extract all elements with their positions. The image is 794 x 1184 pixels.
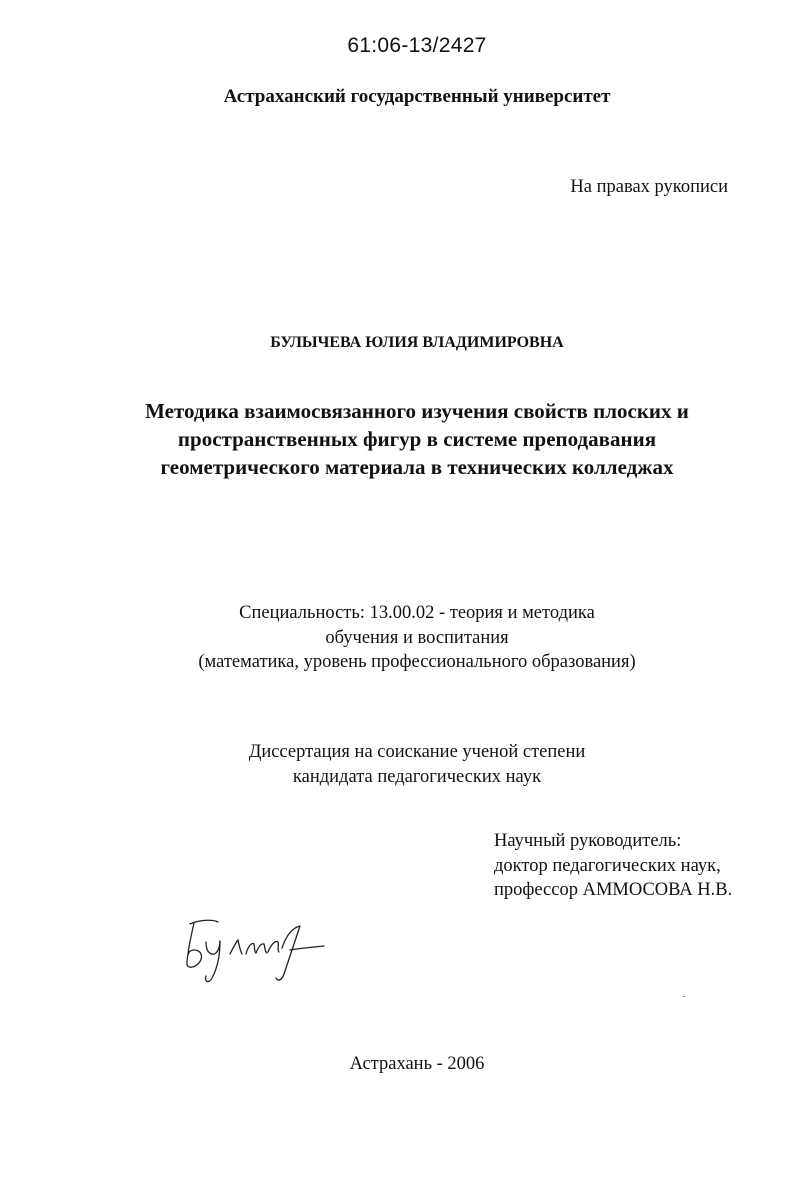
degree-block [0, 740, 794, 789]
specialty-line: Специальность: 13.00.02 - теория и методика [239, 603, 595, 623]
supervisor-line: профессор АММОСОВА Н.В. [494, 880, 733, 900]
thesis-title [0, 397, 794, 481]
specialty-line: (математика, уровень профессионального образования) [198, 652, 636, 672]
city-year: Астрахань - 2006 [349, 1054, 485, 1074]
thesis-title-line: геометрического материала в технических колледжах [160, 455, 674, 479]
handwritten-signature [178, 912, 328, 987]
specialty-line: обучения и воспитания [325, 627, 509, 648]
archive-number: 61:06-13/2427 [347, 34, 487, 57]
supervisor-line: доктор педагогических наук, [494, 855, 721, 876]
supervisor-line: Научный руководитель: [494, 831, 682, 851]
thesis-title-line: пространственных фигур в системе преподавания [177, 427, 657, 451]
university-name: Астраханский государственный университет [223, 86, 611, 107]
author-name: БУЛЫЧЕВА ЮЛИЯ ВЛАДИМИРОВНА [270, 334, 564, 351]
thesis-title-line: Методика взаимосвязанного изучения свойств плоских и [145, 399, 689, 423]
rights-note: На правах рукописи [570, 177, 728, 197]
degree-line: Диссертация на соискание ученой степени [248, 742, 586, 762]
specialty-block [0, 601, 794, 675]
supervisor-block [494, 829, 732, 903]
degree-line: кандидата педагогических наук [292, 766, 542, 787]
scan-speck [683, 996, 685, 997]
